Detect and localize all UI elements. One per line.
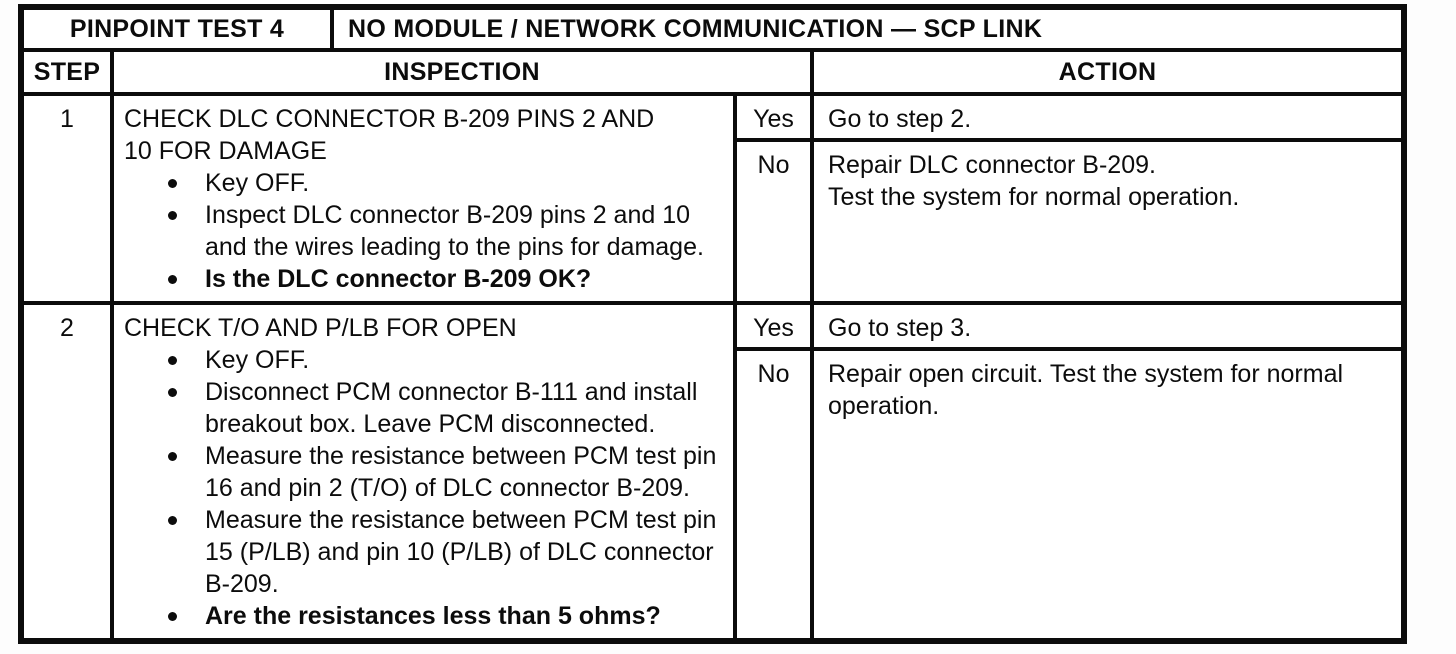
inspection-bullet: Key OFF. — [124, 167, 725, 199]
inspection-question-bullet: Is the DLC connector B-209 OK? — [124, 263, 725, 295]
table-title-row — [24, 10, 1401, 48]
pinpoint-test-label: PINPOINT TEST 4 — [69, 14, 285, 43]
action-text: Go to step 2. — [828, 105, 972, 133]
step-row-1 — [24, 92, 1401, 301]
inspection-bullet: Measure the resistance between PCM test pin 15 (P/LB) and pin 10 (P/LB) of DLC connector B-209. — [124, 504, 725, 600]
step-number: 2 — [60, 314, 74, 342]
inspection-cell — [110, 96, 733, 301]
column-header-inspection: INSPECTION — [110, 52, 810, 92]
inspection-bullet: Measure the resistance between PCM test pin 16 and pin 2 (T/O) of DLC connector B-209. — [124, 440, 725, 504]
action-no-cell — [810, 347, 1401, 638]
result-yes-cell: Yes — [733, 305, 810, 347]
column-header-row — [24, 48, 1401, 92]
inspection-bullet: Key OFF. — [124, 344, 725, 376]
inspection-bullet-list — [124, 344, 725, 632]
inspection-question-bullet: Are the resistances less than 5 ohms? — [124, 600, 725, 632]
result-yes-cell: Yes — [733, 96, 810, 138]
inspection-cell — [110, 305, 733, 638]
step-row-2 — [24, 301, 1401, 638]
action-no-cell — [810, 138, 1401, 301]
action-yes-cell — [810, 96, 1401, 138]
result-no-cell: No — [733, 347, 810, 638]
inspection-title: CHECK T/O AND P/LB FOR OPEN — [124, 314, 517, 342]
pinpoint-test-table — [18, 4, 1407, 644]
inspection-title: CHECK DLC CONNECTOR B-209 PINS 2 AND 10 FOR DAMAGE — [124, 105, 655, 165]
action-yes-cell — [810, 305, 1401, 347]
inspection-bullet: Disconnect PCM connector B-111 and install breakout box. Leave PCM disconnected. — [124, 376, 725, 440]
inspection-bullet: Inspect DLC connector B-209 pins 2 and 10 and the wires leading to the pins for damage. — [124, 199, 725, 263]
inspection-bullet-list — [124, 167, 725, 295]
action-text: Test the system for normal operation. — [828, 183, 1240, 211]
action-text: Repair DLC connector B-209. — [828, 151, 1156, 179]
result-no-cell: No — [733, 138, 810, 301]
column-header-action: ACTION — [810, 52, 1401, 92]
action-text: Repair open circuit. Test the system for normal operation. — [828, 360, 1344, 420]
column-header-step: STEP — [33, 57, 101, 86]
action-text: Go to step 3. — [828, 314, 972, 342]
step-number: 1 — [60, 105, 74, 133]
test-title: NO MODULE / NETWORK COMMUNICATION — SCP LINK — [330, 10, 1401, 48]
